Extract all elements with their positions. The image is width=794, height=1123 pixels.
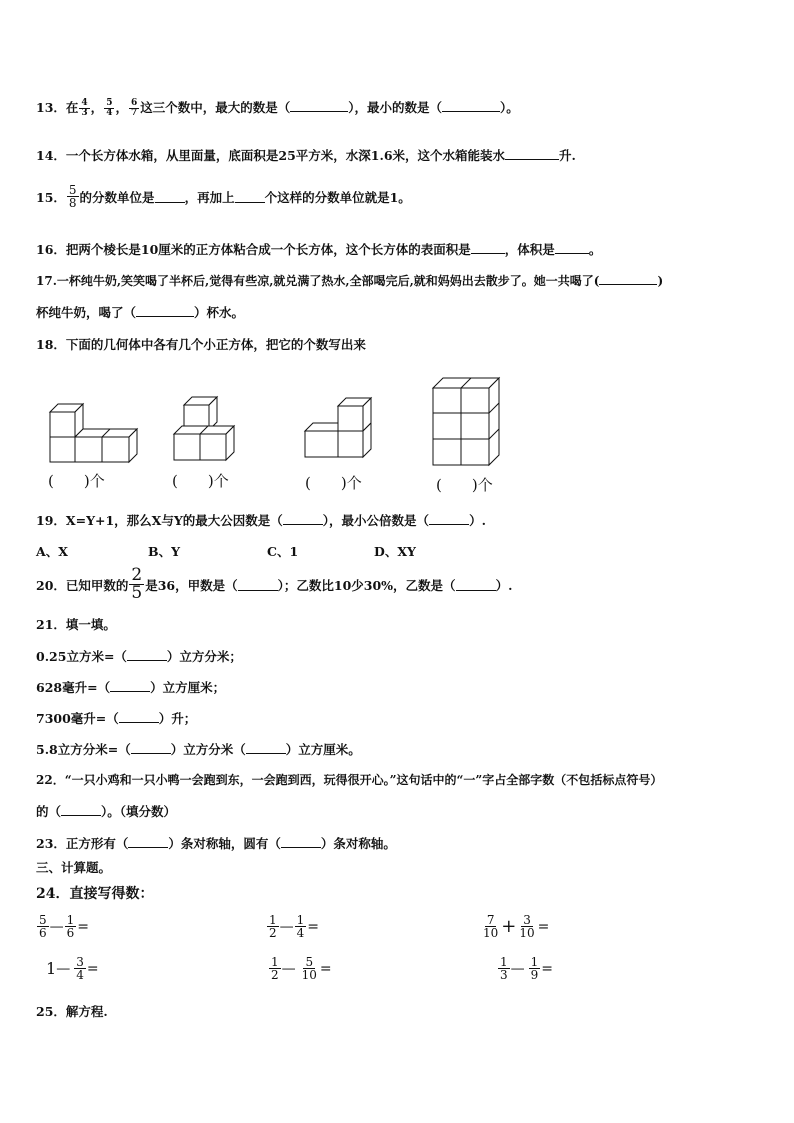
answer-blank[interactable] xyxy=(238,578,278,591)
option-a[interactable]: A、X xyxy=(36,544,68,559)
question-25: 25．解方程. xyxy=(36,1004,108,1019)
answer-blank[interactable] xyxy=(471,241,505,254)
fraction: $\frac{1}{6}$ xyxy=(66,913,75,940)
fraction: $\frac{4}{3}$ xyxy=(81,98,88,118)
expression-3: $\frac{7}{10}$ + $\frac{3}{10}$ = xyxy=(483,913,550,940)
cube-figure-4 xyxy=(428,372,508,472)
question-15: 15． $\frac{5}{8}$ 的分数单位是 ，再加上 个这样的分数单位就是1。 xyxy=(36,183,411,210)
fraction: $\frac{5}{10}$ xyxy=(301,955,317,982)
question-19: 19．X=Y+1，那么X与Y的最大公因数是（ ），最小公倍数是（ ）. xyxy=(36,513,486,528)
expression-2: $\frac{1}{2}$ — $\frac{1}{4}$ = xyxy=(269,913,320,940)
fraction: $\frac{5}{6}$ xyxy=(39,913,47,940)
answer-blank[interactable] xyxy=(442,99,500,112)
answer-figure-3[interactable]: ( )个 xyxy=(305,474,362,492)
cube-figure-2 xyxy=(170,392,250,468)
fraction: $\frac{5}{4}$ xyxy=(106,98,113,118)
answer-figure-1[interactable]: ( )个 xyxy=(48,472,105,490)
answer-blank[interactable] xyxy=(235,190,265,203)
question-23: 23．正方形有（ ）条对称轴，圆有（ ）条对称轴。 xyxy=(36,836,396,851)
answer-blank[interactable] xyxy=(599,272,657,285)
fraction: $\frac{3}{10}$ xyxy=(519,913,535,940)
question-17-line2: 杯纯牛奶，喝了（ ）杯水。 xyxy=(36,305,245,320)
answer-blank[interactable] xyxy=(155,190,185,203)
expression-6: $\frac{1}{3}$ — $\frac{1}{9}$ = xyxy=(500,955,554,982)
fraction: $\frac{1}{2}$ xyxy=(269,913,277,940)
answer-blank[interactable] xyxy=(128,835,168,848)
question-16: 16．把两个棱长是10厘米的正方体粘合成一个长方体，这个长方体的表面积是 ，体积是 。 xyxy=(36,242,602,257)
question-21-row2: 628毫升=（ ）立方厘米； xyxy=(36,680,226,695)
answer-figure-2[interactable]: ( )个 xyxy=(172,472,229,490)
answer-blank[interactable] xyxy=(61,803,101,816)
answer-blank[interactable] xyxy=(456,578,496,591)
fraction: $\frac{1}{9}$ xyxy=(530,955,539,982)
expression-4: 1 — $\frac{3}{4}$ = xyxy=(46,955,99,982)
question-24-title: 24．直接写得数： xyxy=(36,886,154,902)
fraction: $\frac{5}{8}$ xyxy=(68,183,77,210)
fraction: $\frac{1}{2}$ xyxy=(271,955,279,982)
answer-blank[interactable] xyxy=(131,741,171,754)
fraction: $\frac{7}{10}$ xyxy=(483,913,499,940)
option-b[interactable]: B、Y xyxy=(148,544,180,559)
answer-blank[interactable] xyxy=(127,648,167,661)
answer-blank[interactable] xyxy=(281,835,321,848)
option-c[interactable]: C、1 xyxy=(267,544,299,559)
answer-blank[interactable] xyxy=(290,99,348,112)
answer-blank[interactable] xyxy=(110,679,150,692)
answer-blank[interactable] xyxy=(119,710,159,723)
question-20: 20．已知甲数的 $\frac{2}{5}$ 是36，甲数是（ ）；乙数比10少30%，乙数是（ ）. xyxy=(36,565,513,603)
expression-1: $\frac{5}{6}$ — $\frac{1}{6}$ = xyxy=(39,913,90,940)
question-22: 22．“一只小鸡和一只小鸭一会跑到东，一会跑到西，玩得很开心。”这句话中的“一”字占全部字数（不包括标点符号） xyxy=(36,773,663,787)
expression-5: $\frac{1}{2}$ — $\frac{5}{10}$ = xyxy=(271,955,332,982)
question-13: 13．在 $\frac{4}{3}$ ， $\frac{5}{4}$ ， $\frac{6}{7}$ 这三个数中，最大的数是（ ），最小的数是（ ）。 xyxy=(36,98,519,118)
question-21-title: 21．填一填。 xyxy=(36,617,116,632)
fraction: $\frac{3}{4}$ xyxy=(76,955,84,982)
question-21-row1: 0.25立方米=（ ）立方分米； xyxy=(36,649,242,664)
fraction: $\frac{2}{5}$ xyxy=(131,565,143,603)
answer-blank[interactable] xyxy=(555,241,589,254)
question-14: 14．一个长方体水箱，从里面量，底面积是25平方米，水深1.6米，这个水箱能装水 升. xyxy=(36,148,576,163)
cube-figure-1 xyxy=(45,398,145,468)
fraction: $\frac{6}{7}$ xyxy=(130,98,138,118)
question-18: 18．下面的几何体中各有几个小正方体，把它的个数写出来 xyxy=(36,337,366,352)
answer-figure-4[interactable]: ( )个 xyxy=(436,476,493,494)
question-22-line2: 的（ ）。（填分数） xyxy=(36,804,177,819)
answer-blank[interactable] xyxy=(136,304,194,317)
fraction: $\frac{1}{3}$ xyxy=(500,955,508,982)
option-d[interactable]: D、XY xyxy=(374,544,416,559)
question-21-row4: 5.8立方分米=（ ）立方分米（ ）立方厘米。 xyxy=(36,742,361,757)
answer-blank[interactable] xyxy=(246,741,286,754)
fraction: $\frac{1}{4}$ xyxy=(296,913,305,940)
cube-figure-3 xyxy=(300,396,380,466)
question-17: 17.一杯纯牛奶,笑笑喝了半杯后,觉得有些凉,就兑满了热水,全部喝完后,就和妈妈出去散步了。她一共喝了( ) xyxy=(36,274,664,288)
answer-blank[interactable] xyxy=(505,147,559,160)
section-title: 三、计算题。 xyxy=(36,860,112,875)
question-21-row3: 7300毫升=（ ）升； xyxy=(36,711,197,726)
answer-blank[interactable] xyxy=(429,512,469,525)
answer-blank[interactable] xyxy=(283,512,323,525)
